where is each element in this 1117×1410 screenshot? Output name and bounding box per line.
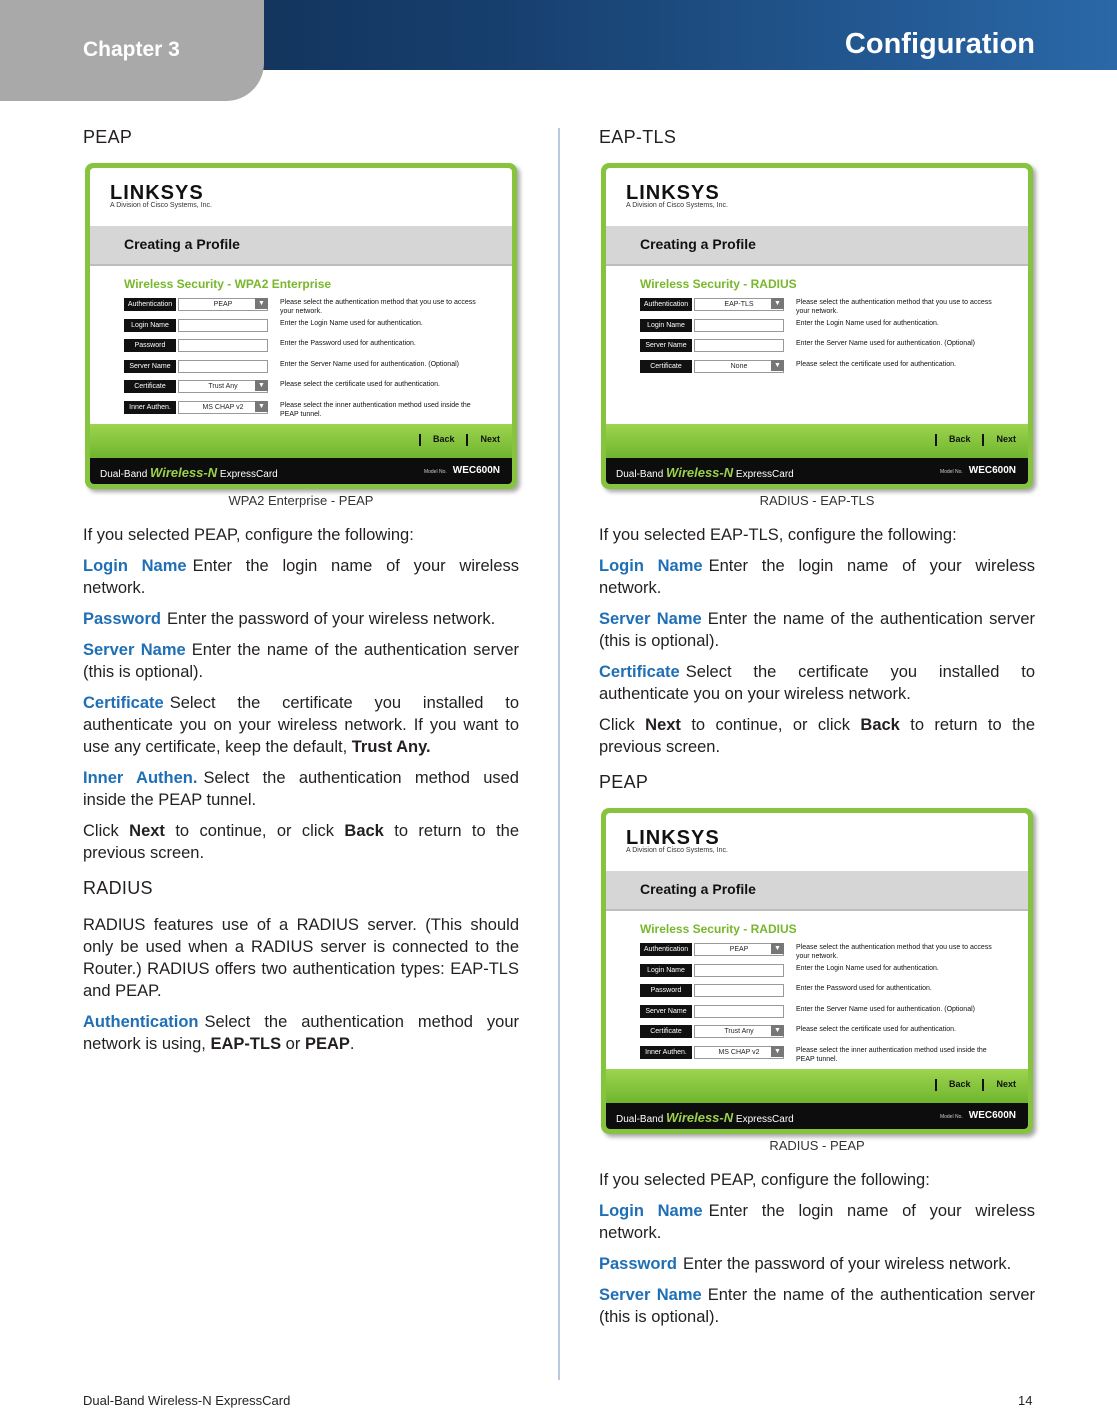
separator — [982, 434, 984, 446]
form-row — [640, 339, 1010, 353]
page-number: 14 — [1018, 1393, 1033, 1408]
form-row — [124, 319, 494, 333]
field-input — [694, 984, 784, 997]
separator — [935, 1079, 937, 1091]
field-hint: Enter the Server Name used for authentication. (Optional) — [280, 360, 459, 368]
next-button: Next — [996, 1079, 1016, 1090]
field-input: PEAP — [178, 298, 268, 311]
model-value: WEC600N — [968, 1110, 1016, 1121]
term-text: Enter the login name of your wireless network. — [599, 1202, 1035, 1242]
field-label: Authentication — [640, 943, 692, 956]
field-input: Trust Any — [178, 380, 268, 393]
term-text: Enter the login name of your wireless network. — [599, 557, 1035, 597]
back-button: Back — [432, 434, 455, 445]
field-input: MS CHAP v2 — [694, 1046, 784, 1059]
intro-text: If you selected PEAP, configure the following: — [83, 526, 414, 544]
term-text: Enter the password of your wireless network. — [166, 610, 496, 628]
left-column — [83, 125, 519, 1064]
term-label: Certificate — [83, 694, 164, 712]
term-label: Login Name — [599, 1202, 703, 1220]
field-input — [694, 1005, 784, 1018]
term-label: Password — [599, 1255, 677, 1273]
definition-item — [599, 661, 1035, 705]
product-suffix: ExpressCard — [735, 1114, 794, 1125]
model-label: Model No. — [939, 1114, 963, 1120]
back-button: Back — [948, 1079, 971, 1090]
term-label: Login Name — [599, 557, 703, 575]
chevron-down-icon: ▼ — [771, 360, 784, 371]
field-input: None — [694, 360, 784, 373]
intro-text: If you selected PEAP, configure the following: — [599, 1171, 930, 1189]
definition-item — [599, 608, 1035, 652]
term-text: Enter the password of your wireless network. — [682, 1255, 1012, 1273]
field-input: EAP-TLS — [694, 298, 784, 311]
right-column — [599, 125, 1035, 1337]
radius-heading: RADIUS — [83, 878, 153, 898]
option-eap-tls: EAP-TLS — [210, 1035, 282, 1053]
field-hint: Please select the authentication method that you use to access your network. — [796, 944, 992, 960]
linksys-logo: LINKSYS — [110, 182, 204, 204]
field-label: Server Name — [124, 360, 176, 373]
title-band — [606, 226, 1028, 266]
back-ref: Back — [860, 716, 900, 734]
model-label: Model No. — [423, 469, 447, 475]
definition-item — [83, 608, 519, 630]
term-label: Authentication — [83, 1013, 199, 1031]
field-hint: Enter the Server Name used for authentication. (Optional) — [796, 1005, 975, 1013]
term-text: Select the authentication method your network is using, — [83, 1013, 519, 1053]
field-input — [178, 319, 268, 332]
text-fragment: to continue, or click — [691, 716, 850, 734]
separator — [982, 1079, 984, 1091]
product-band — [606, 458, 1028, 484]
field-hint: Please select the inner authentication method used inside the PEAP tunnel. — [280, 401, 471, 418]
field-hint: Enter the Login Name used for authentication. — [280, 319, 423, 327]
nav-buttons — [923, 1079, 1016, 1091]
screenshot-wpa2-peap — [85, 163, 517, 489]
field-hint: Please select the inner authentication method used inside the PEAP tunnel. — [796, 1046, 987, 1063]
form-row — [124, 298, 494, 315]
screen-title: Creating a Profile — [640, 236, 756, 252]
button-band — [90, 424, 512, 458]
form-row — [640, 298, 1010, 315]
definition-item — [599, 1284, 1035, 1328]
field-label: Password — [124, 339, 176, 352]
chevron-down-icon: ▼ — [771, 1025, 784, 1036]
text-fragment: Click — [599, 716, 635, 734]
field-label: Login Name — [640, 319, 692, 332]
peap-heading: PEAP — [599, 772, 649, 792]
field-label: Server Name — [640, 339, 692, 352]
screen-title: Creating a Profile — [124, 236, 240, 252]
chevron-down-icon: ▼ — [255, 380, 268, 391]
screenshot-window — [90, 168, 512, 484]
term-label: Password — [83, 610, 161, 628]
definition-list — [599, 555, 1035, 705]
field-label: Login Name — [124, 319, 176, 332]
field-input — [178, 339, 268, 352]
separator — [935, 434, 937, 446]
text-fragment: to return to the previous screen. — [599, 716, 1036, 756]
form-row — [124, 380, 494, 394]
logo-subtitle: A Division of Cisco Systems, Inc. — [626, 847, 728, 854]
term-label: Server Name — [599, 610, 702, 628]
term-label: Certificate — [599, 663, 680, 681]
radius-text: RADIUS features use of a RADIUS server. (This should only be used when a RADIUS server is connected to the Router.) RADIUS offers two authentication types: EAP-TLS and PEAP. — [83, 916, 519, 1000]
linksys-logo: LINKSYS — [626, 827, 720, 849]
text-fragment: Click — [83, 822, 119, 840]
term-label: Inner Authen. — [83, 769, 198, 787]
field-input: PEAP — [694, 943, 784, 956]
definition-certificate — [83, 692, 519, 758]
nav-buttons — [923, 434, 1016, 446]
security-subtitle: Wireless Security - RADIUS — [640, 277, 797, 291]
chevron-down-icon: ▼ — [771, 943, 784, 954]
form-row — [124, 401, 494, 418]
separator — [466, 434, 468, 446]
text-fragment: to continue, or click — [175, 822, 334, 840]
security-subtitle: Wireless Security - RADIUS — [640, 922, 797, 936]
next-ref: Next — [645, 716, 681, 734]
product-highlight: Wireless-N — [666, 1110, 734, 1125]
model-value: WEC600N — [452, 465, 500, 476]
nav-instructions — [83, 820, 519, 864]
field-input: MS CHAP v2 — [178, 401, 268, 414]
field-hint: Enter the Password used for authentication. — [280, 340, 416, 347]
back-ref: Back — [344, 822, 384, 840]
term-label: Server Name — [599, 1286, 702, 1304]
form-row — [640, 319, 1010, 333]
form-row — [640, 1025, 1010, 1039]
definition-item — [599, 555, 1035, 599]
field-label: Authentication — [124, 298, 176, 311]
field-label: Password — [640, 984, 692, 997]
form-row — [640, 943, 1010, 960]
field-label: Authentication — [640, 298, 692, 311]
field-input — [178, 360, 268, 373]
chapter-label: Chapter 3 — [83, 38, 180, 61]
field-hint: Enter the Login Name used for authentication. — [796, 319, 939, 327]
figure-caption: WPA2 Enterprise - PEAP — [228, 493, 374, 508]
product-suffix: ExpressCard — [219, 469, 278, 480]
linksys-logo: LINKSYS — [626, 182, 720, 204]
definition-authentication — [83, 1011, 519, 1055]
field-label: Certificate — [640, 360, 692, 373]
chevron-down-icon: ▼ — [255, 298, 268, 309]
term-label: Server Name — [83, 641, 186, 659]
field-label: Inner Authen. — [124, 401, 176, 414]
nav-instructions — [599, 714, 1035, 758]
screen-title: Creating a Profile — [640, 881, 756, 897]
footer-product: Dual-Band Wireless-N ExpressCard — [83, 1393, 291, 1408]
field-input — [694, 319, 784, 332]
field-input — [694, 339, 784, 352]
text-fragment: or — [285, 1035, 301, 1053]
field-hint: Please select the authentication method that you use to access your network. — [280, 299, 476, 315]
peap-heading: PEAP — [83, 127, 133, 147]
form-row — [640, 360, 1010, 374]
product-name — [616, 1110, 794, 1125]
option-peap: PEAP — [304, 1035, 350, 1053]
product-name — [616, 465, 794, 480]
next-button: Next — [996, 434, 1016, 445]
screenshot-window — [606, 168, 1028, 484]
chevron-down-icon: ▼ — [771, 298, 784, 309]
definition-item — [599, 1200, 1035, 1244]
field-hint: Enter the Password used for authentication. — [796, 985, 932, 992]
column-divider — [558, 128, 560, 1380]
figure-caption: RADIUS - PEAP — [769, 1138, 865, 1153]
chevron-down-icon: ▼ — [255, 401, 268, 412]
screenshot-radius-eap-tls — [601, 163, 1033, 489]
product-name — [100, 465, 278, 480]
button-band — [606, 1069, 1028, 1103]
term-text: Enter the name of the authentication server (this is optional). — [83, 641, 519, 681]
chevron-down-icon: ▼ — [771, 1046, 784, 1057]
product-highlight: Wireless-N — [666, 465, 734, 480]
next-ref: Next — [129, 822, 165, 840]
definition-item — [83, 555, 519, 599]
form-row — [640, 984, 1010, 998]
term-label: Login Name — [83, 557, 187, 575]
field-hint: Please select the authentication method that you use to access your network. — [796, 299, 992, 315]
term-text: Enter the login name of your wireless network. — [83, 557, 519, 597]
definition-list — [599, 1200, 1035, 1328]
term-text: Select the authentication method used inside the PEAP tunnel. — [83, 769, 519, 809]
text-fragment: . — [349, 1035, 355, 1053]
figure-caption: RADIUS - EAP-TLS — [759, 493, 875, 508]
title-band — [90, 226, 512, 266]
product-prefix: Dual-Band — [616, 469, 664, 480]
text-fragment: to return to the previous screen. — [83, 822, 520, 862]
model-value: WEC600N — [968, 465, 1016, 476]
model-number — [940, 1110, 1016, 1121]
title-band — [606, 871, 1028, 911]
product-suffix: ExpressCard — [735, 469, 794, 480]
product-prefix: Dual-Band — [100, 469, 148, 480]
field-hint: Enter the Login Name used for authentication. — [796, 964, 939, 972]
eap-tls-heading: EAP-TLS — [599, 127, 677, 147]
field-label: Server Name — [640, 1005, 692, 1018]
field-hint: Please select the certificate used for authentication. — [796, 1026, 956, 1033]
field-input — [694, 964, 784, 977]
definition-list — [83, 555, 519, 683]
button-band — [606, 424, 1028, 458]
field-label: Inner Authen. — [640, 1046, 692, 1059]
screenshot-window — [606, 813, 1028, 1129]
product-prefix: Dual-Band — [616, 1114, 664, 1125]
form-row — [124, 360, 494, 374]
logo-subtitle: A Division of Cisco Systems, Inc. — [626, 202, 728, 209]
definition-item — [599, 1253, 1035, 1275]
form-row — [640, 1046, 1010, 1063]
term-text: Enter the name of the authentication server (this is optional). — [599, 1286, 1035, 1326]
field-label: Login Name — [640, 964, 692, 977]
definition-inner-authen — [83, 767, 519, 811]
form-row — [124, 339, 494, 353]
logo-subtitle: A Division of Cisco Systems, Inc. — [110, 202, 212, 209]
field-hint: Enter the Server Name used for authentication. (Optional) — [796, 340, 975, 347]
term-text: Select the certificate you installed to authenticate you on your wireless network. — [599, 663, 1035, 703]
form-row — [640, 1005, 1010, 1019]
back-button: Back — [948, 434, 971, 445]
nav-buttons — [407, 434, 500, 446]
term-text: Select the certificate you installed to authenticate you on your wireless network. If you want to use any certificate, keep the default, — [83, 694, 519, 756]
product-highlight: Wireless-N — [150, 465, 218, 480]
product-band — [90, 458, 512, 484]
field-label: Certificate — [640, 1025, 692, 1038]
term-text: Enter the name of the authentication server (this is optional). — [599, 610, 1035, 650]
model-label: Model No. — [939, 469, 963, 475]
field-input: Trust Any — [694, 1025, 784, 1038]
form-row — [640, 964, 1010, 978]
intro-text: If you selected EAP-TLS, configure the following: — [599, 526, 957, 544]
default-value: Trust Any. — [351, 738, 431, 756]
security-subtitle: Wireless Security - WPA2 Enterprise — [124, 277, 332, 291]
definition-item — [83, 639, 519, 683]
field-hint: Please select the certificate used for authentication. — [280, 381, 440, 388]
section-title: Configuration — [844, 28, 1035, 60]
screenshot-radius-peap — [601, 808, 1033, 1134]
product-band — [606, 1103, 1028, 1129]
next-button: Next — [480, 434, 500, 445]
field-label: Certificate — [124, 380, 176, 393]
model-number — [424, 465, 500, 476]
separator — [419, 434, 421, 446]
model-number — [940, 465, 1016, 476]
field-hint: Please select the certificate used for authentication. — [796, 360, 956, 368]
